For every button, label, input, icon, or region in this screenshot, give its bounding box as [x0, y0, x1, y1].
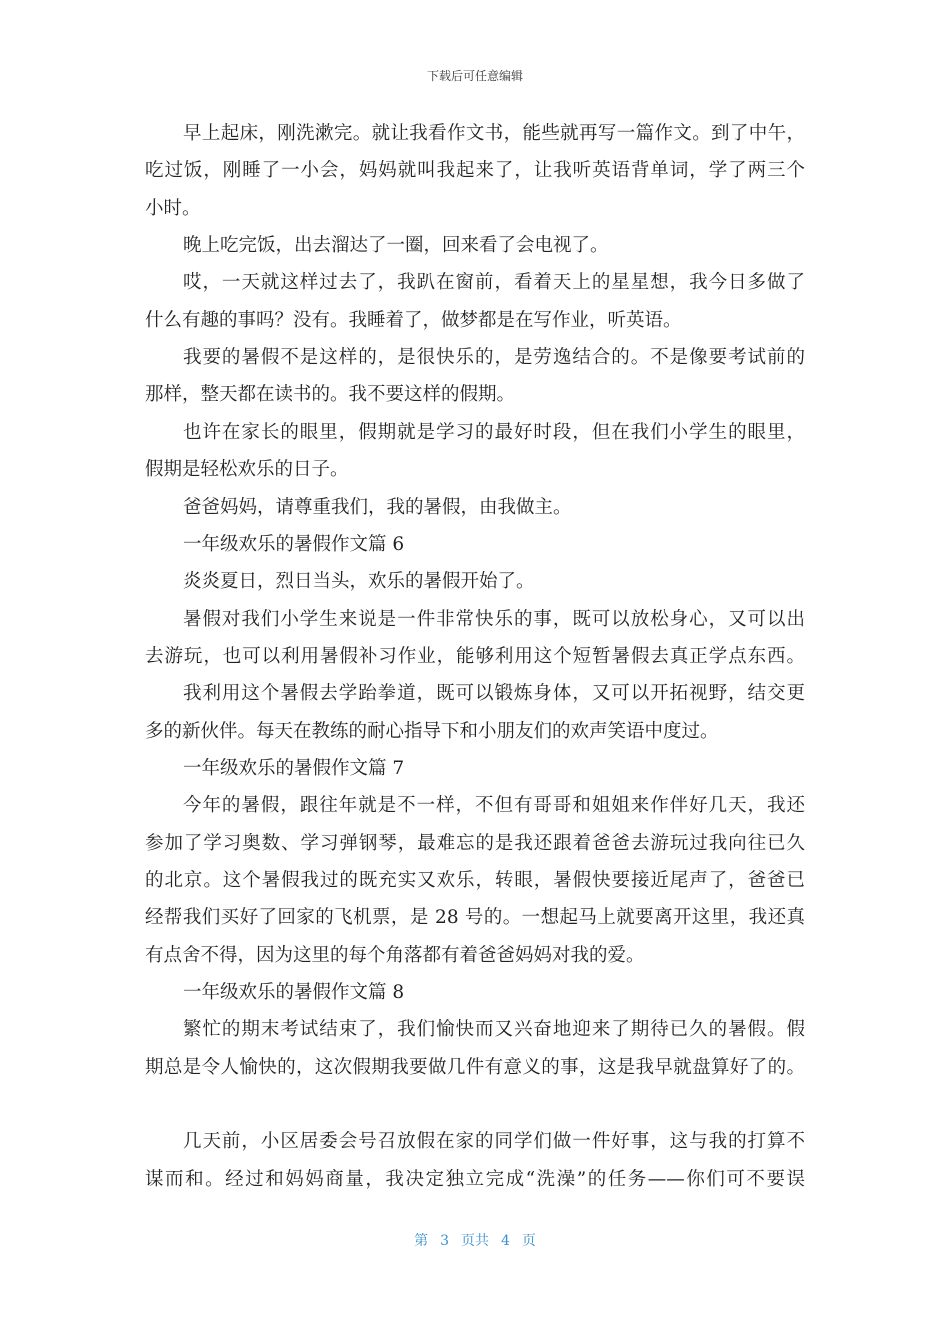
- text-line: 小时。: [145, 197, 201, 219]
- text-line: 假期是轻松欢乐的日子。: [145, 459, 349, 481]
- text-line: 多的新伙伴。每天在教练的耐心指导下和小朋友们的欢声笑语中度过。: [145, 720, 719, 742]
- total-pages: 4: [501, 1233, 510, 1249]
- text-line: 繁忙的期末考试结束了，我们愉快而又兴奋地迎来了期待已久的暑假。假: [183, 1019, 805, 1041]
- text-line: 几天前，小区居委会号召放假在家的同学们做一件好事，这与我的打算不: [183, 1131, 805, 1153]
- text-line: 哎，一天就这样过去了，我趴在窗前，看着天上的星星想，我今日多做了: [183, 272, 805, 294]
- page-footer: [0, 1230, 950, 1250]
- text-line: 有点舍不得，因为这里的每个角落都有着爸爸妈妈对我的爱。: [145, 944, 645, 966]
- text-line: 我要的暑假不是这样的，是很快乐的，是劳逸结合的。不是像要考试前的: [183, 347, 805, 369]
- text-line: 今年的暑假，跟往年就是不一样，不但有哥哥和姐姐来作伴好几天，我还: [183, 795, 805, 817]
- page-label-prefix: 第: [414, 1233, 429, 1249]
- text-line: 的北京。这个暑假我过的既充实又欢乐，转眼，暑假快要接近尾声了，爸爸已: [145, 870, 805, 891]
- text-line: 也许在家长的眼里，假期就是学习的最好时段，但在我们小学生的眼里，: [183, 421, 805, 443]
- text-line: 我利用这个暑假去学跆拳道，既可以锻炼身体，又可以开拓视野，结交更: [183, 683, 805, 705]
- text-line: 什么有趣的事吗？没有。我睡着了，做梦都是在写作业，听英语。: [145, 309, 682, 331]
- text-line: 一年级欢乐的暑假作文篇 7: [183, 757, 405, 779]
- current-page: 3: [440, 1233, 449, 1249]
- text-line: 晚上吃完饭，出去溜达了一圈，回来看了会电视了。: [183, 235, 609, 257]
- text-line: 暑假对我们小学生来说是一件非常快乐的事，既可以放松身心，又可以出: [183, 608, 805, 630]
- page-label-mid: 页共: [461, 1233, 489, 1249]
- text-line: 早上起床，刚洗漱完。就让我看作文书，能些就再写一篇作文。到了中午，: [183, 123, 805, 144]
- text-line: 参加了学习奥数、学习弹钢琴，最难忘的是我还跟着爸爸去游玩过我向往已久: [145, 832, 805, 854]
- text-line: 谋而和。经过和妈妈商量，我决定独立完成“洗澡”的任务——你们可不要误: [145, 1168, 805, 1190]
- text-line: 一年级欢乐的暑假作文篇 8: [183, 982, 405, 1004]
- text-line: 那样，整天都在读书的。我不要这样的假期。: [145, 384, 516, 406]
- page-label-suffix: 页: [521, 1233, 536, 1249]
- text-line: 吃过饭，刚睡了一小会，妈妈就叫我起来了，让我听英语背单词，学了两三个: [145, 160, 805, 182]
- text-line: 去游玩，也可以利用暑假补习作业，能够利用这个短暂暑假去真正学点东西。: [145, 645, 805, 667]
- text-line: 炎炎夏日，烈日当头，欢乐的暑假开始了。: [183, 571, 535, 593]
- text-line: 经帮我们买好了回家的飞机票，是 28 号的。一想起马上就要离开这里，我还真: [145, 907, 805, 929]
- page-header: 下载后可任意编辑: [426, 69, 523, 83]
- text-line: 爸爸妈妈，请尊重我们，我的暑假，由我做主。: [183, 496, 572, 518]
- text-line: 一年级欢乐的暑假作文篇 6: [183, 533, 405, 555]
- text-line: 期总是令人愉快的，这次假期我要做几件有意义的事，这是我早就盘算好了的。: [145, 1056, 805, 1078]
